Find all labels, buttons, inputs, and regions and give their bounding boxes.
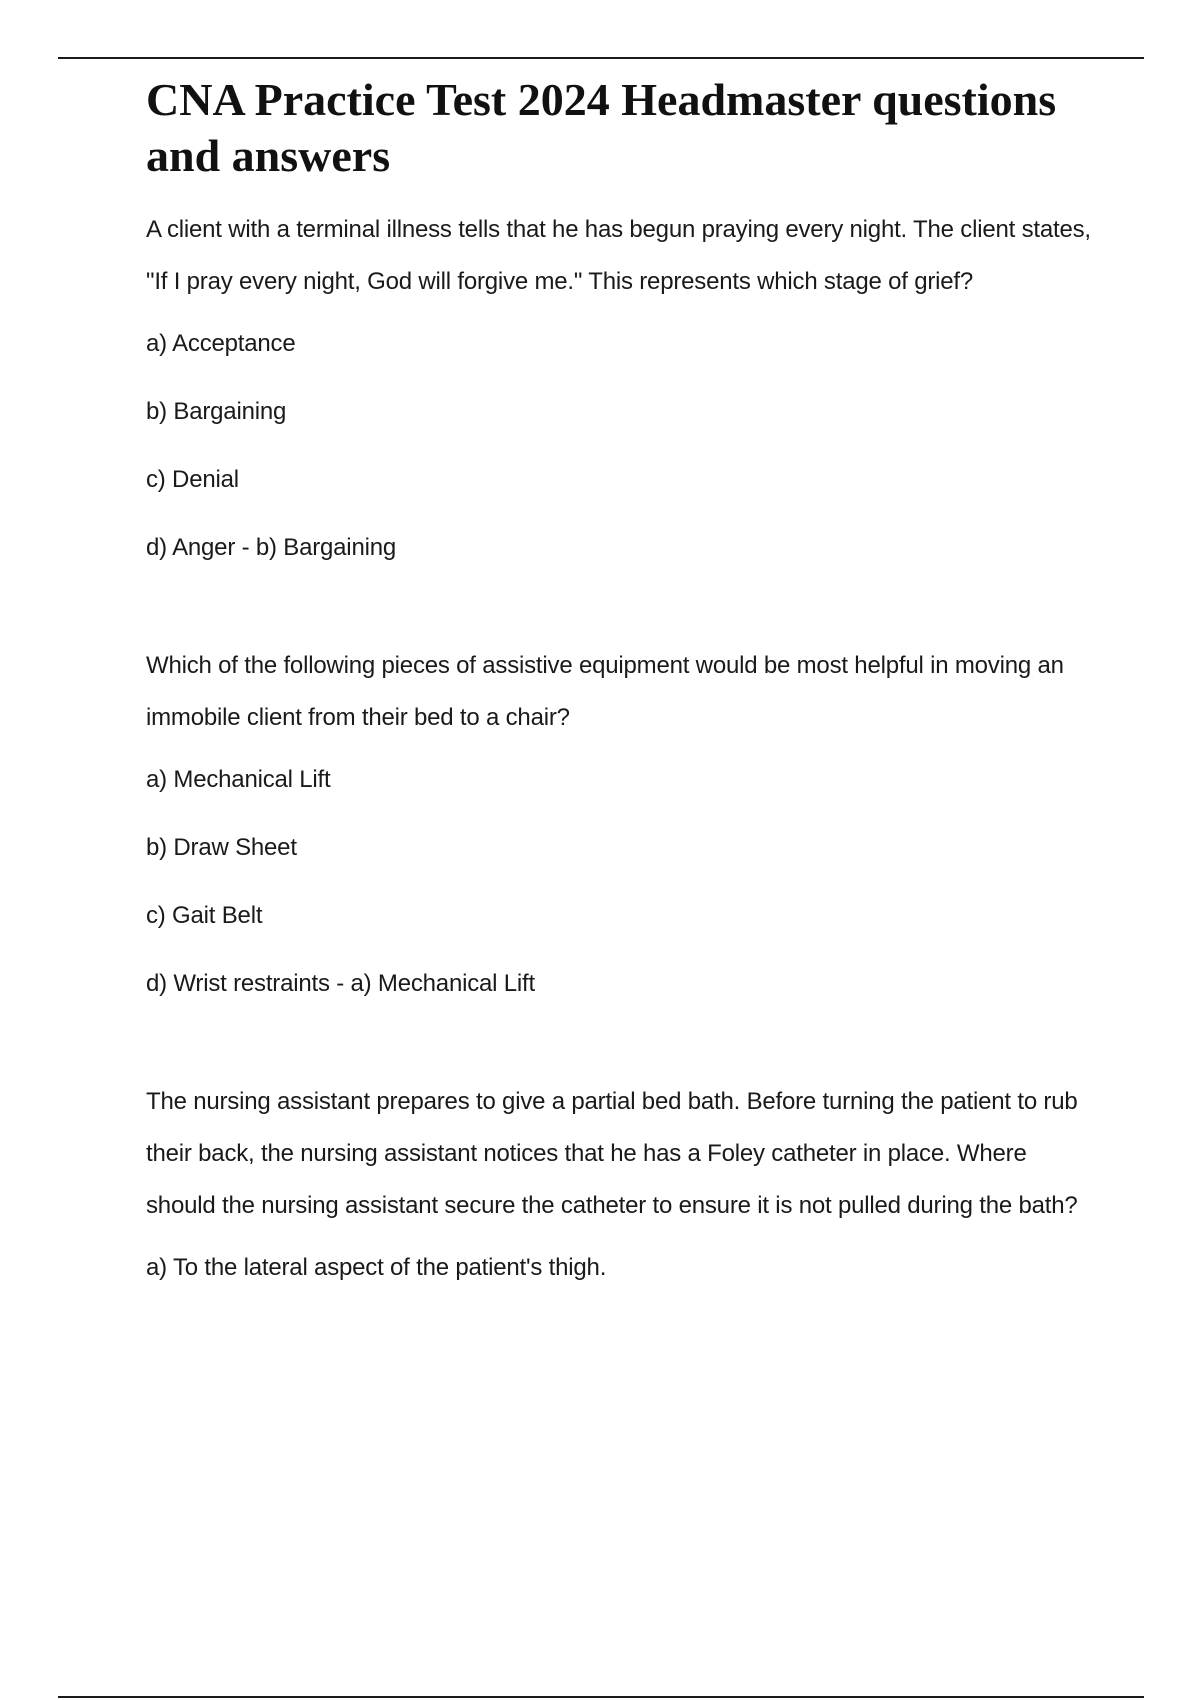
answer-option: d) Wrist restraints - a) Mechanical Lift xyxy=(146,970,535,997)
document-title: CNA Practice Test 2024 Headmaster questions and answers xyxy=(146,74,1057,181)
answer-option: b) Draw Sheet xyxy=(146,834,297,861)
question-block-3 xyxy=(146,1076,1096,1294)
answer-option: a) Acceptance xyxy=(146,330,296,357)
answer-option: d) Anger - b) Bargaining xyxy=(146,534,397,561)
spacer xyxy=(146,574,1096,640)
document-body xyxy=(146,72,1096,1294)
spacer xyxy=(146,1010,1096,1076)
answer-option: c) Denial xyxy=(146,466,239,493)
answer-option: b) Bargaining xyxy=(146,398,287,425)
top-rule xyxy=(58,57,1144,59)
question-text: Which of the following pieces of assistive equipment would be most helpful in moving an immobile client from their bed to a chair? xyxy=(146,652,1064,731)
answer-option: a) To the lateral aspect of the patient's thigh. xyxy=(146,1254,607,1281)
question-text: A client with a terminal illness tells that he has begun praying every night. The client states, "If I pray every night, God will forgive me." This represents which stage of grief? xyxy=(146,216,1091,295)
bottom-rule xyxy=(58,1696,1144,1698)
answer-option: a) Mechanical Lift xyxy=(146,766,331,793)
question-block-2 xyxy=(146,640,1096,1010)
answer-option: c) Gait Belt xyxy=(146,902,263,929)
question-text: The nursing assistant prepares to give a partial bed bath. Before turning the patient to rub their back, the nursing assistant notices that he has a Foley catheter in place. Where should the nursing assistant secure the catheter to ensure it is not pulled during the bath? xyxy=(146,1088,1078,1219)
question-block-1 xyxy=(146,204,1096,574)
